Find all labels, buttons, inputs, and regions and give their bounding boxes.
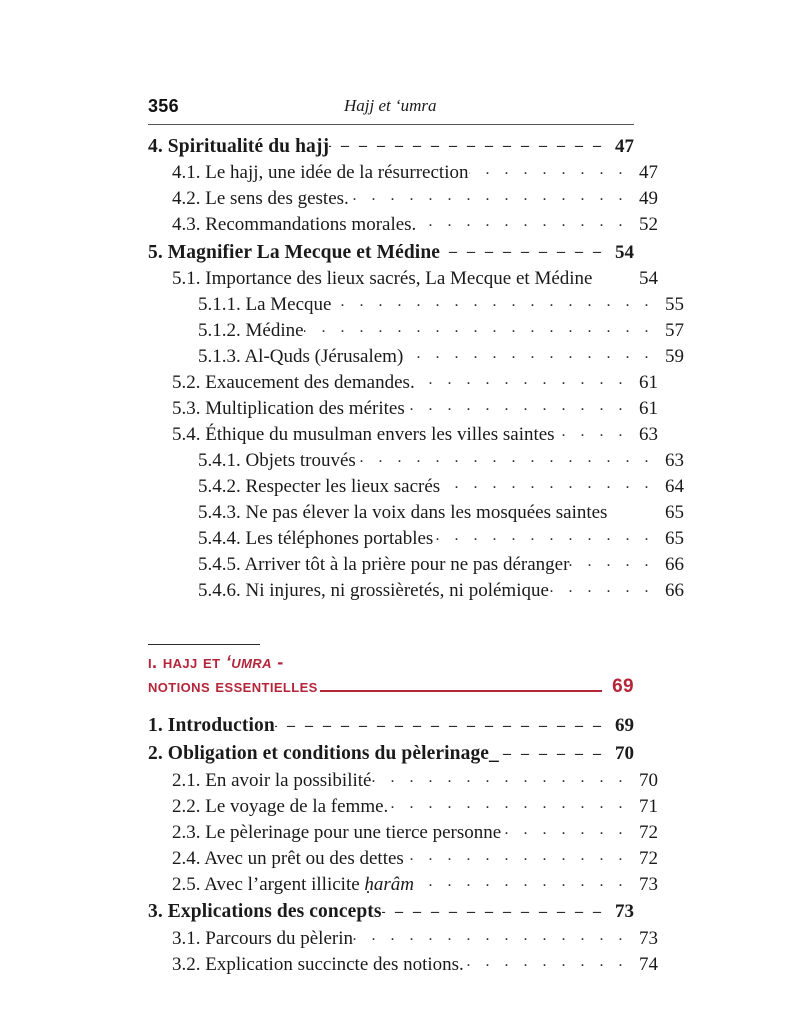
toc-leader [501, 819, 628, 838]
toc-entry-page-number: 61 [639, 398, 658, 419]
toc-entry-page-number: 54 [615, 241, 634, 263]
toc-entry-label: 5.3. Multiplication des mérites [172, 398, 405, 419]
toc-entry-label: 4. Spiritualité du hajj [148, 135, 330, 157]
toc-entry-page-number: 47 [639, 162, 658, 183]
toc-entry[interactable] [148, 712, 634, 736]
toc-entry[interactable] [148, 473, 684, 496]
part-heading-line-2-row [148, 674, 634, 700]
toc-entry[interactable] [148, 395, 658, 418]
page-content [148, 96, 684, 975]
toc-entry-page-number: 59 [665, 346, 684, 367]
toc-entry-page-number: 49 [639, 188, 658, 209]
toc-entry-page-number: 66 [665, 554, 684, 575]
toc-entry-page-number: 47 [615, 135, 634, 157]
toc-leader [469, 159, 629, 178]
running-title: Hajj et ʻumra [344, 96, 437, 115]
toc-entry-page-number: 71 [639, 795, 658, 817]
toc-entry-label: 2.3. Le pèlerinage pour une tierce personne [172, 821, 502, 843]
toc-entry-label: 5.4. Éthique du musulman envers les villes saintes [172, 424, 555, 445]
toc-entry-label: 5.4.6. Ni injures, ni grossièretés, ni polémique [198, 580, 549, 601]
toc-entry[interactable] [148, 767, 658, 790]
toc-entry-page-number: 66 [665, 580, 684, 601]
toc-leader [414, 871, 628, 890]
toc-entry-label: 2.2. Le voyage de la femme. [172, 795, 389, 817]
toc-entry-page-number: 65 [665, 502, 684, 523]
toc-entry[interactable] [148, 159, 658, 182]
toc-entry-page-number: 74 [639, 953, 658, 975]
toc-leader [433, 525, 654, 544]
toc-entry[interactable] [148, 551, 684, 574]
part-heading-line-2: notions essentielles [148, 676, 318, 697]
page-folio-number: 356 [148, 96, 179, 116]
part-heading [148, 650, 634, 700]
toc-section-b [148, 712, 658, 975]
toc-entry-page-number: 52 [639, 214, 658, 235]
toc-entry-page-number: 64 [665, 476, 684, 497]
toc-entry[interactable] [148, 577, 684, 600]
toc-entry-label: 5.1.3. Al-Quds (Jérusalem) [198, 346, 404, 367]
toc-entry-page-number: 73 [639, 873, 658, 895]
toc-entry[interactable] [148, 447, 684, 470]
part-top-rule [148, 644, 260, 645]
toc-entry-label: 5.4.2. Respecter les lieux sacrés [198, 476, 441, 497]
header-rule [148, 124, 634, 125]
toc-leader [416, 211, 628, 230]
toc-entry-page-number: 69 [615, 715, 634, 737]
part-heading-umra: ʻumra [225, 652, 272, 672]
toc-entry-page-number: 61 [639, 372, 658, 393]
toc-entry-label: 1. Introduction [148, 715, 275, 737]
toc-entry[interactable] [148, 238, 634, 262]
toc-entry-label: 2. Obligation et conditions du pèlerinage_ [148, 743, 499, 765]
toc-entry[interactable] [148, 898, 634, 922]
toc-entry-page-number: 72 [639, 821, 658, 843]
toc-entry[interactable] [148, 343, 684, 366]
toc-entry-label: 3.1. Parcours du pèlerin [172, 927, 353, 949]
running-header [148, 96, 634, 122]
toc-leader [415, 369, 628, 388]
toc-leader [499, 740, 604, 760]
toc-leader [569, 551, 654, 570]
toc-entry[interactable] [148, 265, 658, 288]
toc-leader [331, 291, 654, 310]
toc-entry[interactable] [148, 185, 658, 208]
toc-entry[interactable] [148, 845, 658, 868]
toc-entry-label: 5.1.2. Médine [198, 320, 304, 341]
toc-leader [353, 925, 628, 944]
toc-entry-label: 5.4.1. Objets trouvés [198, 450, 356, 471]
toc-entry[interactable] [148, 421, 658, 444]
toc-entry-page-number: 70 [615, 743, 634, 765]
toc-leader [404, 845, 628, 864]
toc-entry[interactable] [148, 291, 684, 314]
toc-leader [464, 951, 628, 970]
toc-entry-label: 5.1. Importance des lieux sacrés, La Mecque et Médine [172, 268, 593, 289]
toc-entry-page-number: 73 [615, 901, 634, 923]
toc-entry-page-number: 57 [665, 320, 684, 341]
toc-entry-label: 5.4.4. Les téléphones portables [198, 528, 434, 549]
toc-entry-label: 5.4.5. Arriver tôt à la prière pour ne pas déranger [198, 554, 570, 575]
part-heading-prefix: i. hajj et [148, 652, 226, 672]
part-heading-page-number: 69 [612, 676, 634, 698]
toc-leader [403, 343, 654, 362]
toc-entry[interactable] [148, 132, 634, 156]
toc-leader [329, 132, 604, 152]
toc-entry-page-number: 55 [665, 294, 684, 315]
part-heading-suffix: - [271, 652, 284, 672]
toc-leader [405, 395, 628, 414]
toc-entry-label-italic: ḥarâm [364, 873, 415, 895]
part-heading-line-1 [148, 650, 634, 674]
toc-entry-label: 5.4.3. Ne pas élever la voix dans les mosquées saintes [198, 502, 608, 523]
toc-entry-label: 2.4. Avec un prêt ou des dettes [172, 847, 404, 869]
toc-leader [275, 712, 604, 732]
toc-entry[interactable] [148, 925, 658, 948]
toc-leader [304, 317, 654, 336]
toc-leader [388, 793, 628, 812]
toc-entry[interactable] [148, 317, 684, 340]
toc-entry-label: 2.5. Avec l’argent illicite ḥarâm [172, 873, 415, 895]
toc-entry[interactable] [148, 951, 658, 974]
toc-entry-page-number: 70 [639, 769, 658, 791]
toc-leader [607, 499, 654, 518]
toc-entry-page-number: 63 [665, 450, 684, 471]
toc-entry-label: 2.1. En avoir la possibilité [172, 769, 372, 791]
toc-entry-label: 3. Explications des concepts [148, 901, 382, 923]
toc-leader [592, 265, 628, 284]
toc-leader [440, 238, 604, 258]
toc-leader [356, 447, 654, 466]
part-heading-leader-rule [320, 690, 602, 692]
toc-entry-label: 5.2. Exaucement des demandes. [172, 372, 415, 393]
toc-leader [555, 421, 628, 440]
toc-entry[interactable] [148, 871, 658, 894]
toc-entry-page-number: 63 [639, 424, 658, 445]
toc-entry-page-number: 73 [639, 927, 658, 949]
toc-leader [549, 577, 654, 596]
toc-entry[interactable] [148, 525, 684, 548]
toc-leader [382, 898, 604, 918]
part-heading-block [148, 644, 634, 700]
toc-entry[interactable] [148, 793, 658, 816]
toc-entry-page-number: 54 [639, 268, 658, 289]
toc-entry-label: 4.1. Le hajj, une idée de la résurrection [172, 162, 469, 183]
toc-entry[interactable] [148, 740, 634, 764]
toc-entry[interactable] [148, 499, 684, 522]
toc-entry-label: 4.2. Le sens des gestes. [172, 188, 349, 209]
toc-entry-page-number: 65 [665, 528, 684, 549]
toc-entry-page-number: 72 [639, 847, 658, 869]
toc-entry-label: 4.3. Recommandations morales. [172, 214, 417, 235]
toc-entry[interactable] [148, 819, 658, 842]
toc-entry[interactable] [148, 369, 658, 392]
toc-leader [349, 185, 628, 204]
toc-entry[interactable] [148, 211, 658, 234]
toc-leader [440, 473, 654, 492]
toc-section-a [148, 132, 684, 601]
toc-entry-label: 5.1.1. La Mecque [198, 294, 332, 315]
toc-leader [371, 767, 628, 786]
toc-entry-label: 5. Magnifier La Mecque et Médine [148, 241, 441, 263]
toc-entry-label: 3.2. Explication succincte des notions. [172, 953, 464, 975]
